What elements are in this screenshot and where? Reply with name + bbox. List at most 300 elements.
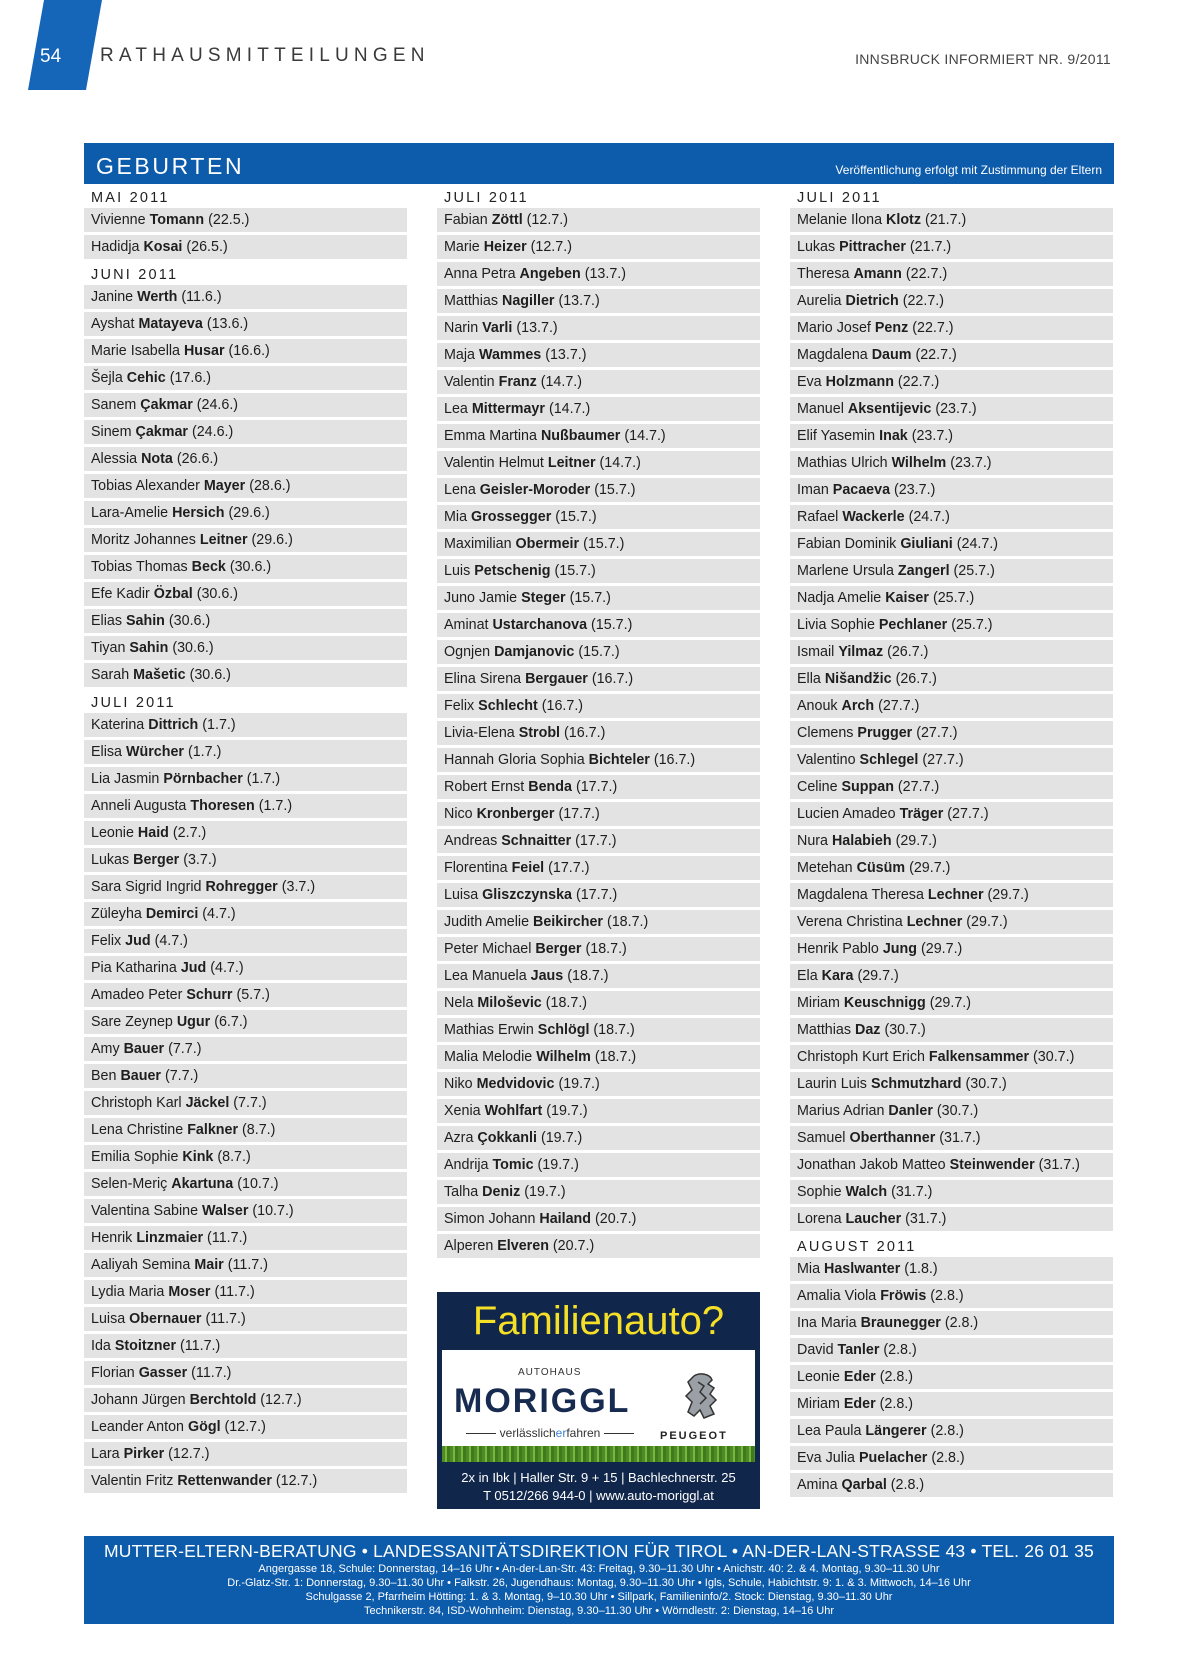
footer-line: Dr.-Glatz-Str. 1: Donnerstag, 9.30–11.30 Uhr • Falkstr. 26, Jugendhaus: Montag, 9.30–11.30 Uhr • Igls, Schule, Habichtstr. 9: 1. & 3. Mittwoch, 14–16 Uhr xyxy=(227,1577,971,1589)
first-name: Lia Jasmin xyxy=(91,771,160,787)
last-name: Kara xyxy=(821,968,854,984)
first-name: Rafael xyxy=(797,509,839,525)
last-name: Rettenwander xyxy=(177,1473,272,1489)
last-name: Falkensammer xyxy=(928,1049,1030,1065)
birth-entry xyxy=(790,316,1113,340)
first-name: Marius Adrian xyxy=(797,1103,885,1119)
last-name: Pittracher xyxy=(839,239,906,255)
first-name: Iman xyxy=(797,482,829,498)
first-name: Marie Isabella xyxy=(91,343,180,359)
birth-entry xyxy=(790,235,1113,259)
first-name: Aaliyah Semina xyxy=(91,1257,191,1273)
last-name: Miloševic xyxy=(477,995,542,1011)
birth-entry xyxy=(84,208,407,232)
birth-entry xyxy=(437,586,760,610)
first-name: Aminat xyxy=(444,617,489,633)
first-name: Leonie xyxy=(797,1369,840,1385)
last-name: Cüsüm xyxy=(856,860,906,876)
last-name: Falkner xyxy=(187,1122,239,1138)
birth-entry xyxy=(84,1415,407,1439)
first-name: Ina Maria xyxy=(797,1315,857,1331)
first-name: Sophie xyxy=(797,1184,842,1200)
birth-date: (19.7.) xyxy=(537,1157,579,1173)
first-name: Mia xyxy=(797,1261,821,1277)
last-name: Gliszczynska xyxy=(482,887,572,903)
first-name: Robert Ernst xyxy=(444,779,525,795)
first-name: Valentin xyxy=(444,374,495,390)
first-name: Clemens xyxy=(797,725,854,741)
birth-date: (12.7.) xyxy=(275,1473,318,1489)
birth-date: (14.7.) xyxy=(548,401,591,417)
birth-date: (22.7.) xyxy=(902,293,945,309)
first-name: Nadja Amelie xyxy=(797,590,882,606)
birth-entry xyxy=(437,748,760,772)
last-name: Danler xyxy=(888,1103,933,1119)
first-name: Elina Sirena xyxy=(444,671,522,687)
month-heading: AUGUST 2011 xyxy=(797,1239,917,1255)
birth-date: (27.7.) xyxy=(916,725,958,741)
month-heading: JULI 2011 xyxy=(444,190,529,206)
last-name: Puelacher xyxy=(859,1450,928,1466)
last-name: Steinwender xyxy=(949,1157,1035,1173)
ad-grass-strip xyxy=(442,1446,755,1462)
first-name: Metehan xyxy=(797,860,853,876)
first-name: Eva xyxy=(797,374,822,390)
birth-entry xyxy=(84,1199,407,1223)
birth-entry xyxy=(437,667,760,691)
last-name: Pacaeva xyxy=(832,482,891,498)
birth-date: (2.8.) xyxy=(931,1450,965,1466)
birth-date: (30.7.) xyxy=(884,1022,926,1038)
last-name: Demirci xyxy=(145,906,199,922)
first-name: Valentino xyxy=(797,752,856,768)
first-name: Nela xyxy=(444,995,474,1011)
birth-entry xyxy=(84,1361,407,1385)
birth-date: (3.7.) xyxy=(183,852,217,868)
moriggl-advertisement[interactable] xyxy=(437,1292,760,1509)
first-name: Marlene Ursula xyxy=(797,563,894,579)
first-name: Anna Petra xyxy=(444,266,516,282)
birth-entry xyxy=(790,829,1113,853)
birth-date: (23.7.) xyxy=(911,428,954,444)
birth-date: (30.6.) xyxy=(168,613,211,629)
birth-date: (2.8.) xyxy=(930,1288,964,1304)
first-name: Mario Josef xyxy=(797,320,871,336)
last-name: Cehic xyxy=(126,370,166,386)
last-name: Längerer xyxy=(865,1423,927,1439)
last-name: Beck xyxy=(191,559,226,575)
last-name: Grossegger xyxy=(471,509,552,525)
last-name: Beikircher xyxy=(533,914,603,930)
page-number: 54 xyxy=(40,46,62,67)
birth-entry xyxy=(84,1280,407,1304)
last-name: Feiel xyxy=(511,860,545,876)
consent-note: Veröffentlichung erfolgt mit Zustimmung der Eltern xyxy=(835,163,1102,177)
birth-entry xyxy=(84,1118,407,1142)
birth-entry xyxy=(790,721,1113,745)
birth-entry xyxy=(84,1064,407,1088)
first-name: Mathias Erwin xyxy=(444,1022,534,1038)
last-name: Wilhelm xyxy=(536,1049,591,1065)
birth-date: (12.7.) xyxy=(526,212,568,228)
birth-entry xyxy=(790,586,1113,610)
last-name: Inak xyxy=(879,428,908,444)
birth-entry xyxy=(437,910,760,934)
birth-date: (26.7.) xyxy=(887,644,929,660)
birth-date: (29.7.) xyxy=(929,995,972,1011)
birth-entry xyxy=(437,1153,760,1177)
birth-date: (11.7.) xyxy=(227,1257,268,1273)
last-name: Elveren xyxy=(497,1238,549,1254)
birth-date: (15.7.) xyxy=(554,563,596,579)
first-name: Lena Christine xyxy=(91,1122,184,1138)
last-name: Stoitzner xyxy=(114,1338,177,1354)
birth-date: (13.7.) xyxy=(516,320,558,336)
last-name: Dittrich xyxy=(148,717,199,733)
birth-entry xyxy=(790,1392,1113,1416)
birth-entry xyxy=(437,1072,760,1096)
first-name: Fabian xyxy=(444,212,488,228)
last-name: Bichteler xyxy=(588,752,650,768)
birth-date: (29.7.) xyxy=(909,860,951,876)
last-name: Sahin xyxy=(125,613,165,629)
last-name: Qarbal xyxy=(841,1477,887,1493)
birth-entry xyxy=(437,424,760,448)
last-name: Träger xyxy=(899,806,944,822)
birth-entry xyxy=(790,1419,1113,1443)
last-name: Amann xyxy=(853,266,902,282)
last-name: Prugger xyxy=(857,725,913,741)
last-name: Tomann xyxy=(149,212,205,228)
first-name: Elisa xyxy=(91,744,122,760)
birth-date: (25.7.) xyxy=(951,617,993,633)
last-name: Jaus xyxy=(530,968,564,984)
first-name: Fabian Dominik xyxy=(797,536,897,552)
birth-date: (27.7.) xyxy=(922,752,964,768)
first-name: Vivienne xyxy=(91,212,146,228)
birth-date: (25.7.) xyxy=(953,563,995,579)
ad-autohaus-label: AUTOHAUS xyxy=(518,1367,582,1378)
month-heading: MAI 2011 xyxy=(91,190,170,206)
last-name: Kosai xyxy=(143,239,183,255)
last-name: Özbal xyxy=(153,586,193,602)
last-name: Schlecht xyxy=(478,698,538,714)
first-name: Amy xyxy=(91,1041,120,1057)
last-name: Thoresen xyxy=(190,798,255,814)
first-name: Šejla xyxy=(91,370,123,386)
birth-entry xyxy=(790,1126,1113,1150)
last-name: Damjanovic xyxy=(494,644,575,660)
birth-date: (22.5.) xyxy=(208,212,250,228)
footer-line: Schulgasse 2, Pfarrheim Hötting: 1. & 3. Montag, 9–10.30 Uhr • Sillpark, Familieninfo/2. Stock: Dienstag, 9.30–11.30 Uhr xyxy=(305,1591,893,1603)
birth-date: (18.7.) xyxy=(567,968,609,984)
first-name: Valentina Sabine xyxy=(91,1203,199,1219)
first-name: Xenia xyxy=(444,1103,481,1119)
birth-date: (28.6.) xyxy=(249,478,291,494)
birth-entry xyxy=(437,208,760,232)
first-name: Henrik Pablo xyxy=(797,941,879,957)
birth-entry xyxy=(437,262,760,286)
birth-entry xyxy=(437,316,760,340)
birth-entry xyxy=(84,1091,407,1115)
birth-date: (27.7.) xyxy=(878,698,920,714)
ad-slogan-part-2: er xyxy=(555,1426,567,1440)
birth-entry xyxy=(790,1018,1113,1042)
birth-date: (29.7.) xyxy=(920,941,963,957)
birth-entry xyxy=(437,451,760,475)
birth-date: (16.7.) xyxy=(591,671,634,687)
last-name: Jud xyxy=(125,933,151,949)
first-name: Ben xyxy=(91,1068,117,1084)
birth-date: (13.7.) xyxy=(545,347,587,363)
birth-entry xyxy=(437,829,760,853)
last-name: Moser xyxy=(168,1284,211,1300)
first-name: Lorena xyxy=(797,1211,842,1227)
birth-date: (18.7.) xyxy=(606,914,649,930)
birth-date: (22.7.) xyxy=(915,347,957,363)
last-name: Çokkanli xyxy=(477,1130,537,1146)
first-name: Melanie Ilona xyxy=(797,212,883,228)
last-name: Mittermayr xyxy=(471,401,545,417)
footer-line: Angergasse 18, Schule: Donnerstag, 14–16 Uhr • An-der-Lan-Str. 43: Freitag, 9.30–11.30 Uhr • Anichstr. 40: 2. & 4. Montag, 9.30–11.30 Uhr xyxy=(258,1563,940,1575)
birth-date: (31.7.) xyxy=(891,1184,933,1200)
first-name: Ognjen xyxy=(444,644,491,660)
birth-entry xyxy=(790,1473,1113,1497)
last-name: Giuliani xyxy=(900,536,953,552)
birth-date: (19.7.) xyxy=(546,1103,588,1119)
birth-date: (30.7.) xyxy=(936,1103,979,1119)
last-name: Bergauer xyxy=(525,671,588,687)
birth-date: (19.7.) xyxy=(540,1130,583,1146)
birth-date: (12.7.) xyxy=(260,1392,302,1408)
birth-entry xyxy=(84,555,407,579)
last-name: Linzmaier xyxy=(136,1230,204,1246)
first-name: Theresa xyxy=(797,266,850,282)
first-name: Efe Kadir xyxy=(91,586,150,602)
births-column-3 xyxy=(790,185,1113,1500)
birth-entry xyxy=(790,1365,1113,1389)
last-name: Keuschnigg xyxy=(843,995,926,1011)
birth-entry xyxy=(437,694,760,718)
birth-entry xyxy=(84,1388,407,1412)
birth-date: (12.7.) xyxy=(530,239,572,255)
last-name: Jäckel xyxy=(185,1095,230,1111)
births-column-1 xyxy=(84,185,407,1496)
first-name: Janine xyxy=(91,289,134,305)
birth-date: (12.7.) xyxy=(168,1446,210,1462)
month-heading: JUNI 2011 xyxy=(91,267,179,283)
first-name: Matthias xyxy=(444,293,499,309)
last-name: Walser xyxy=(202,1203,249,1219)
last-name: Fröwis xyxy=(880,1288,927,1304)
last-name: Daz xyxy=(855,1022,881,1038)
birth-entry xyxy=(790,397,1113,421)
birth-entry xyxy=(790,1257,1113,1281)
first-name: Amadeo Peter xyxy=(91,987,183,1003)
last-name: Wammes xyxy=(478,347,542,363)
first-name: Leonie xyxy=(91,825,134,841)
birth-entry xyxy=(790,910,1113,934)
birth-entry xyxy=(437,721,760,745)
last-name: Deniz xyxy=(482,1184,521,1200)
birth-date: (4.7.) xyxy=(202,906,236,922)
first-name: Züleyha xyxy=(91,906,142,922)
last-name: Wackerle xyxy=(842,509,905,525)
first-name: Juno Jamie xyxy=(444,590,518,606)
birth-entry xyxy=(84,1469,407,1493)
last-name: Wilhelm xyxy=(891,455,947,471)
first-name: Ella xyxy=(797,671,821,687)
birth-date: (8.7.) xyxy=(242,1122,276,1138)
last-name: Laucher xyxy=(845,1211,902,1227)
first-name: Christoph Kurt Erich xyxy=(797,1049,925,1065)
last-name: Nagiller xyxy=(502,293,555,309)
first-name: Elif Yasemin xyxy=(797,428,876,444)
last-name: Benda xyxy=(528,779,572,795)
first-name: Alessia xyxy=(91,451,138,467)
birth-date: (31.7.) xyxy=(1038,1157,1080,1173)
birth-entry xyxy=(84,821,407,845)
last-name: Kaiser xyxy=(885,590,929,606)
last-name: Gasser xyxy=(138,1365,188,1381)
last-name: Jud xyxy=(180,960,207,976)
ad-address: 2x in Ibk | Haller Str. 9 + 15 | Bachlechnerstr. 25 xyxy=(461,1470,736,1485)
birth-entry xyxy=(84,794,407,818)
birth-entry xyxy=(437,1207,760,1231)
last-name: Schmutzhard xyxy=(870,1076,962,1092)
last-name: Braunegger xyxy=(860,1315,941,1331)
birth-date: (7.7.) xyxy=(164,1068,199,1084)
births-title: GEBURTEN xyxy=(96,153,245,179)
first-name: Ismail xyxy=(797,644,835,660)
birth-date: (29.7.) xyxy=(895,833,937,849)
birth-date: (18.7.) xyxy=(594,1049,637,1065)
last-name: Hailand xyxy=(539,1211,592,1227)
first-name: Sinem xyxy=(91,424,132,440)
first-name: Lukas xyxy=(91,852,130,868)
birth-entry xyxy=(84,875,407,899)
first-name: Amalia Viola xyxy=(797,1288,877,1304)
birth-entry xyxy=(84,636,407,660)
first-name: Miriam xyxy=(797,995,840,1011)
birth-entry xyxy=(84,1145,407,1169)
birth-date: (17.7.) xyxy=(558,806,600,822)
birth-date: (11.7.) xyxy=(214,1284,255,1300)
birth-date: (24.7.) xyxy=(956,536,999,552)
birth-entry xyxy=(84,447,407,471)
birth-date: (30.6.) xyxy=(172,640,214,656)
birth-entry xyxy=(437,613,760,637)
last-name: Nußbaumer xyxy=(540,428,621,444)
birth-date: (1.7.) xyxy=(258,798,293,814)
first-name: Eva Julia xyxy=(797,1450,856,1466)
first-name: Luisa xyxy=(91,1311,126,1327)
last-name: Zangerl xyxy=(897,563,950,579)
birth-date: (17.7.) xyxy=(548,860,590,876)
first-name: Aurelia xyxy=(797,293,842,309)
first-name: Sara Sigrid Ingrid xyxy=(91,879,202,895)
birth-date: (8.7.) xyxy=(217,1149,251,1165)
birth-date: (13.7.) xyxy=(584,266,627,282)
birth-date: (29.6.) xyxy=(251,532,293,548)
birth-date: (16.7.) xyxy=(653,752,696,768)
last-name: Penz xyxy=(874,320,909,336)
first-name: Katerina xyxy=(91,717,145,733)
birth-entry xyxy=(437,343,760,367)
last-name: Berchtold xyxy=(189,1392,257,1408)
birth-date: (14.7.) xyxy=(599,455,641,471)
birth-entry xyxy=(84,1334,407,1358)
last-name: Mašetic xyxy=(133,667,186,683)
first-name: Maximilian xyxy=(444,536,512,552)
birth-entry xyxy=(790,991,1113,1015)
first-name: Lydia Maria xyxy=(91,1284,165,1300)
first-name: Johann Jürgen xyxy=(91,1392,186,1408)
last-name: Obermeir xyxy=(515,536,580,552)
first-name: Tobias Alexander xyxy=(91,478,200,494)
birth-date: (21.7.) xyxy=(924,212,967,228)
last-name: Dietrich xyxy=(845,293,899,309)
first-name: Ayshat xyxy=(91,316,135,332)
birth-date: (23.7.) xyxy=(894,482,936,498)
first-name: Narin xyxy=(444,320,479,336)
last-name: Eder xyxy=(843,1369,876,1385)
birth-date: (10.7.) xyxy=(237,1176,279,1192)
birth-date: (30.7.) xyxy=(965,1076,1007,1092)
birth-date: (15.7.) xyxy=(591,617,633,633)
last-name: Haid xyxy=(137,825,169,841)
last-name: Varli xyxy=(482,320,513,336)
first-name: Emilia Sophie xyxy=(91,1149,179,1165)
birth-entry xyxy=(437,559,760,583)
last-name: Haslwanter xyxy=(824,1261,901,1277)
first-name: Anouk xyxy=(797,698,838,714)
birth-entry xyxy=(437,937,760,961)
birth-entry xyxy=(84,366,407,390)
ad-slogan-part-1: verlässlich xyxy=(499,1426,556,1440)
first-name: Mia xyxy=(444,509,468,525)
birth-date: (13.6.) xyxy=(206,316,249,332)
birth-date: (30.6.) xyxy=(189,667,231,683)
first-name: Lara xyxy=(91,1446,120,1462)
last-name: Strobl xyxy=(518,725,561,741)
birth-date: (21.7.) xyxy=(909,239,952,255)
birth-entry xyxy=(437,1045,760,1069)
first-name: Malia Melodie xyxy=(444,1049,533,1065)
birth-entry xyxy=(84,767,407,791)
birth-date: (7.7.) xyxy=(233,1095,267,1111)
peugeot-lion-icon xyxy=(680,1372,724,1424)
last-name: Klotz xyxy=(886,212,921,228)
birth-date: (11.6.) xyxy=(181,289,222,305)
birth-entry xyxy=(437,1180,760,1204)
birth-date: (1.7.) xyxy=(187,744,222,760)
birth-entry xyxy=(437,964,760,988)
first-name: Sanem xyxy=(91,397,137,413)
ad-headline: Familienauto? xyxy=(472,1299,725,1343)
last-name: Arch xyxy=(841,698,875,714)
first-name: Emma Martina xyxy=(444,428,537,444)
birth-entry xyxy=(437,640,760,664)
birth-date: (11.7.) xyxy=(180,1338,221,1354)
ad-brand-logo: MORIGGL xyxy=(454,1382,631,1420)
last-name: Gögl xyxy=(188,1419,221,1435)
birth-entry xyxy=(437,397,760,421)
first-name: Valentin Fritz xyxy=(91,1473,174,1489)
last-name: Bauer xyxy=(120,1068,161,1084)
first-name: Florentina xyxy=(444,860,508,876)
birth-date: (15.7.) xyxy=(583,536,625,552)
